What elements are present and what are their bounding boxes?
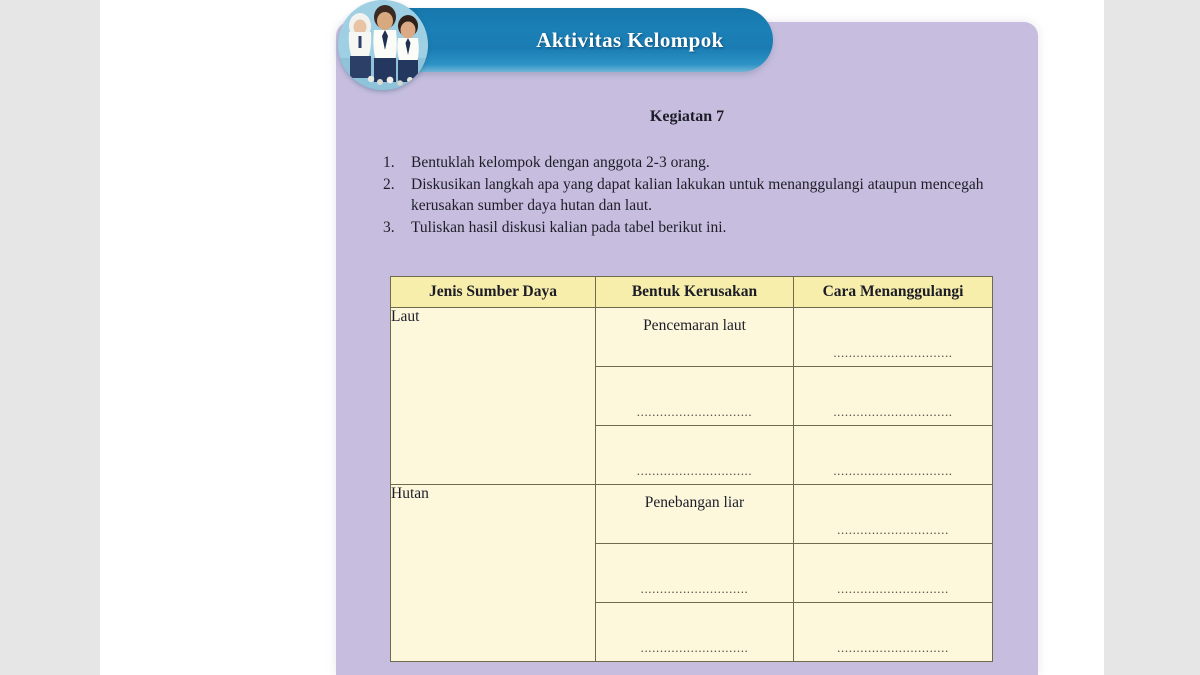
list-item bbox=[383, 152, 1008, 173]
list-item-number: 3. bbox=[383, 219, 395, 237]
cell-remedy-laut-1 bbox=[794, 308, 993, 367]
fill-in-dots[interactable]: .............................. bbox=[636, 463, 753, 478]
fill-in-dots[interactable]: ............................. bbox=[837, 581, 949, 596]
fill-in-dots[interactable]: ............................... bbox=[833, 463, 953, 478]
list-item-text: Diskusikan langkah apa yang dapat kalian lakukan untuk menanggulangi ataupun mencegah kerusakan sumber daya hutan dan laut. bbox=[411, 176, 984, 215]
fill-in-dots[interactable]: .............................. bbox=[636, 404, 753, 419]
damage-label: Penebangan liar bbox=[644, 494, 745, 511]
list-item-text: Bentuklah kelompok dengan anggota 2-3 orang. bbox=[411, 154, 710, 171]
list-item-text: Tuliskan hasil diskusi kalian pada tabel berikut ini. bbox=[411, 219, 727, 237]
page-title: Kegiatan 7 bbox=[649, 108, 725, 125]
table-row bbox=[391, 308, 993, 367]
table-row bbox=[391, 485, 993, 544]
activity-banner-title: Aktivitas Kelompok bbox=[536, 28, 724, 52]
column-header-remedy: Cara Menanggulangi bbox=[794, 277, 993, 308]
cell-remedy-hutan-3 bbox=[794, 603, 993, 662]
cell-damage-laut-1 bbox=[596, 308, 794, 367]
damage-label: Pencemaran laut bbox=[643, 317, 746, 334]
cell-damage-hutan-3 bbox=[596, 603, 794, 662]
instruction-list bbox=[383, 152, 1008, 239]
fill-in-dots[interactable]: ............................. bbox=[837, 640, 949, 655]
list-item bbox=[383, 217, 1008, 238]
fill-in-dots[interactable]: ............................... bbox=[833, 404, 953, 419]
students-photo-icon bbox=[338, 0, 428, 90]
cell-remedy-laut-3 bbox=[794, 426, 993, 485]
list-item-number: 2. bbox=[383, 176, 395, 194]
list-item-number: 1. bbox=[383, 154, 395, 171]
cell-remedy-hutan-1 bbox=[794, 485, 993, 544]
cell-remedy-laut-2 bbox=[794, 367, 993, 426]
activity-table bbox=[390, 276, 993, 662]
fill-in-dots[interactable]: ............................... bbox=[833, 345, 953, 360]
cell-remedy-hutan-2 bbox=[794, 544, 993, 603]
cell-damage-hutan-2 bbox=[596, 544, 794, 603]
cell-category-hutan: Hutan bbox=[391, 485, 596, 662]
cell-category-laut: Laut bbox=[391, 308, 596, 485]
cell-damage-hutan-1 bbox=[596, 485, 794, 544]
column-header-resource-type: Jenis Sumber Daya bbox=[391, 277, 596, 308]
activity-table-wrapper bbox=[390, 276, 992, 662]
list-item bbox=[383, 174, 1008, 216]
table-header-row bbox=[391, 277, 993, 308]
left-gutter bbox=[0, 0, 100, 675]
fill-in-dots[interactable]: ............................ bbox=[640, 581, 749, 596]
cell-damage-laut-3 bbox=[596, 426, 794, 485]
page-sheet bbox=[100, 0, 1104, 675]
fill-in-dots[interactable]: ............................ bbox=[640, 640, 749, 655]
fill-in-dots[interactable]: ............................. bbox=[837, 522, 949, 537]
right-gutter bbox=[1104, 0, 1200, 675]
cell-damage-laut-2 bbox=[596, 367, 794, 426]
column-header-damage-form: Bentuk Kerusakan bbox=[596, 277, 794, 308]
